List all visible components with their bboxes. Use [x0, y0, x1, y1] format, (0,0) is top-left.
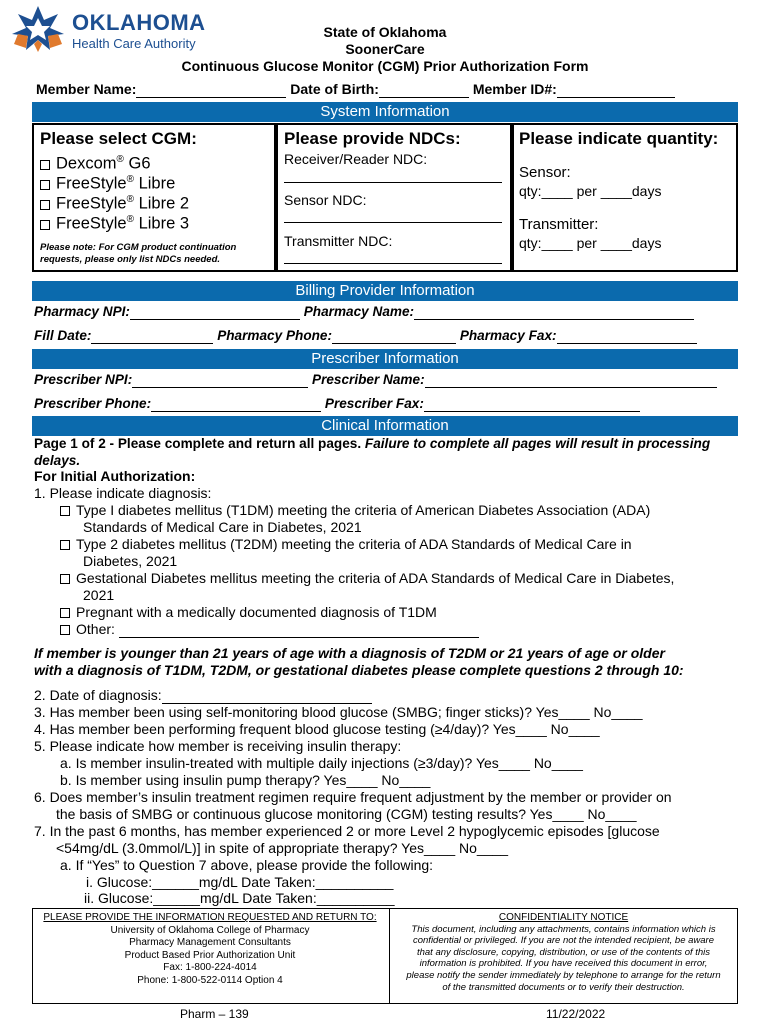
member-line — [36, 81, 746, 98]
q7a: a. If “Yes” to Question 7 above, please provide the following: — [60, 857, 434, 873]
prescriber-phone-label: Prescriber Phone: — [34, 396, 152, 411]
cgm-option-freestyle-libre-3[interactable]: FreeStyle® Libre 3 — [40, 210, 189, 234]
dx-option-gestational-cont: 2021 — [83, 587, 115, 603]
pharmacy-fax-label: Pharmacy Fax: — [459, 328, 557, 343]
diagnosis-date-field[interactable] — [162, 690, 372, 704]
checkbox[interactable] — [60, 625, 70, 635]
q5: 5. Please indicate how member is receiving insulin therapy: — [34, 738, 402, 754]
cgm-option-freestyle-libre-2[interactable]: FreeStyle® Libre 2 — [40, 190, 189, 214]
checkbox[interactable] — [40, 160, 50, 170]
prescriber-info-bar: Prescriber Information — [32, 349, 738, 369]
return-info: PLEASE PROVIDE THE INFORMATION REQUESTED AND RETURN TO: University of Oklahoma College of Pharmacy Pharmacy Management Consultants Product Based Prior Authorization Unit Fax: 1-800-224-4014 Phone: 1-800-522-0114 Option 4 — [43, 912, 377, 986]
page-note: Page 1 of 2 - Please complete and return all pages. Failure to complete all pages will result in processing delays. — [34, 436, 711, 468]
q7-glucose-2[interactable]: ii. Glucose:______mg/dL Date Taken:__________ — [84, 890, 395, 906]
initial-auth-heading: For Initial Authorization: — [34, 468, 196, 484]
checkbox[interactable] — [60, 540, 70, 550]
fill-date-field[interactable] — [91, 330, 213, 344]
checkbox[interactable] — [40, 220, 50, 230]
q1-label: 1. Please indicate diagnosis: — [34, 485, 212, 501]
header-form-title: Continuous Glucose Monitor (CGM) Prior Authorization Form — [181, 58, 589, 74]
age-criteria-note: If member is younger than 21 years of age with a diagnosis of T2DM or 21 years of age or older with a diagnosis of T1DM, T2DM, or gestational diabetes please complete questions 2 through 10: — [34, 645, 684, 678]
transmitter-ndc-field[interactable] — [284, 263, 502, 264]
transmitter-ndc-label: Transmitter NDC: — [284, 233, 393, 249]
receiver-ndc-label: Receiver/Reader NDC: — [284, 151, 428, 167]
dx-option-t1dm[interactable]: Type I diabetes mellitus (T1DM) meeting the criteria of American Diabetes Association (ADA) — [60, 502, 650, 519]
qty-transmitter-field[interactable]: qty:____ per ____days — [519, 235, 662, 251]
member-id-field[interactable] — [557, 84, 675, 98]
dx-option-t2dm-cont: Diabetes, 2021 — [83, 553, 178, 569]
ndc-heading: Please provide NDCs: — [284, 129, 461, 148]
q3: 3. Has member been using self-monitoring blood glucose (SMBG; finger sticks)? Yes____ No____ — [34, 704, 643, 720]
dx-option-t2dm[interactable]: Type 2 diabetes mellitus (T2DM) meeting the criteria of ADA Standards of Medical Care in — [60, 536, 632, 553]
pharmacy-fax-field[interactable] — [557, 330, 697, 344]
confidentiality-notice: CONFIDENTIALITY NOTICE This document, including any attachments, contains information which is confidential or privileged. If you are not the intended recipient, be aware that any disclosure, copying, distribution, or use of the contents of this information is prohibited. If you have received this document in error, please notify the sender immediately by telephone to arrange for the return of the transmitted documents or to verify their destruction. — [406, 912, 721, 993]
qty-transmitter-label: Transmitter: — [519, 216, 599, 233]
form-date: 11/22/2022 — [546, 1007, 606, 1021]
billing-info-bar: Billing Provider Information — [32, 281, 738, 301]
prescriber-phone-field[interactable] — [151, 398, 321, 412]
member-name-field[interactable] — [136, 84, 286, 98]
prescriber-line-1 — [34, 371, 717, 388]
dx-option-other[interactable]: Other: — [60, 621, 479, 638]
checkbox[interactable] — [40, 180, 50, 190]
dx-option-pregnant[interactable]: Pregnant with a medically documented diagnosis of T1DM — [60, 604, 437, 621]
pharmacy-npi-field[interactable] — [130, 306, 300, 320]
prescriber-fax-label: Prescriber Fax: — [324, 396, 424, 411]
checkbox[interactable] — [60, 608, 70, 618]
q4: 4. Has member been performing frequent blood glucose testing (≥4/day)? Yes____ No____ — [34, 721, 600, 737]
dob-field[interactable] — [379, 84, 469, 98]
dx-option-t1dm-cont: Standards of Medical Care in Diabetes, 2021 — [83, 519, 362, 535]
other-dx-field[interactable] — [119, 624, 479, 638]
q6: 6. Does member’s insulin treatment regimen require frequent adjustment by the member or provider on the basis of SMBG or continuous glucose monitoring (CGM) testing results? Yes____ No____ — [34, 789, 672, 822]
prescriber-name-label: Prescriber Name: — [312, 372, 425, 387]
logo-subtitle: Health Care Authority — [72, 36, 196, 51]
pharmacy-name-field[interactable] — [414, 306, 694, 320]
header-program: SoonerCare — [345, 41, 425, 57]
billing-line-2 — [34, 327, 697, 344]
billing-line-1 — [34, 303, 694, 320]
q5b: b. Is member using insulin pump therapy? Yes____ No____ — [60, 772, 431, 788]
fill-date-label: Fill Date: — [34, 328, 92, 343]
pharmacy-phone-label: Pharmacy Phone: — [217, 328, 333, 343]
qty-sensor-label: Sensor: — [519, 164, 571, 181]
cgm-heading: Please select CGM: — [40, 129, 197, 148]
quantity-heading: Please indicate quantity: — [519, 129, 719, 148]
prescriber-fax-field[interactable] — [424, 398, 640, 412]
form-number: Pharm – 139 — [180, 1007, 249, 1021]
sensor-ndc-label: Sensor NDC: — [284, 192, 367, 208]
qty-sensor-field[interactable]: qty:____ per ____days — [519, 183, 662, 199]
cgm-option-dexcom[interactable]: Dexcom® G6 — [40, 150, 151, 174]
receiver-ndc-field[interactable] — [284, 182, 502, 183]
dx-option-gestational[interactable]: Gestational Diabetes mellitus meeting the criteria of ADA Standards of Medical Care in Diabetes, — [60, 570, 674, 587]
cgm-option-freestyle-libre[interactable]: FreeStyle® Libre — [40, 170, 175, 194]
system-info-bar: System Information — [32, 102, 738, 122]
q7: 7. In the past 6 months, has member experienced 2 or more Level 2 hypoglycemic episodes [glucose <54mg/dL (3.0mmol/L)] in spite of appropriate therapy? Yes____ No____ — [34, 823, 660, 856]
q5a: a. Is member insulin-treated with multiple daily injections (≥3/day)? Yes____ No____ — [60, 755, 583, 771]
checkbox[interactable] — [60, 574, 70, 584]
clinical-info-bar: Clinical Information — [32, 416, 738, 436]
pharmacy-phone-field[interactable] — [332, 330, 456, 344]
sensor-ndc-field[interactable] — [284, 222, 502, 223]
member-name-label: Member Name: — [36, 81, 137, 97]
checkbox[interactable] — [40, 200, 50, 210]
q7-glucose-1[interactable]: i. Glucose:______mg/dL Date Taken:__________ — [86, 874, 394, 890]
prescriber-npi-label: Prescriber NPI: — [34, 372, 133, 387]
prescriber-name-field[interactable] — [425, 374, 717, 388]
logo-name: OKLAHOMA — [72, 10, 206, 35]
dob-label: Date of Birth: — [290, 81, 379, 97]
cgm-note: Please note: For CGM product continuation requests, please only list NDCs needed. — [40, 242, 237, 265]
pharmacy-npi-label: Pharmacy NPI: — [34, 304, 130, 319]
prescriber-line-2 — [34, 395, 640, 412]
checkbox[interactable] — [60, 506, 70, 516]
pharmacy-name-label: Pharmacy Name: — [303, 304, 415, 319]
member-id-label: Member ID#: — [472, 81, 557, 97]
prescriber-npi-field[interactable] — [132, 374, 308, 388]
q2: 2. Date of diagnosis: — [34, 687, 372, 704]
header-state: State of Oklahoma — [323, 24, 447, 40]
